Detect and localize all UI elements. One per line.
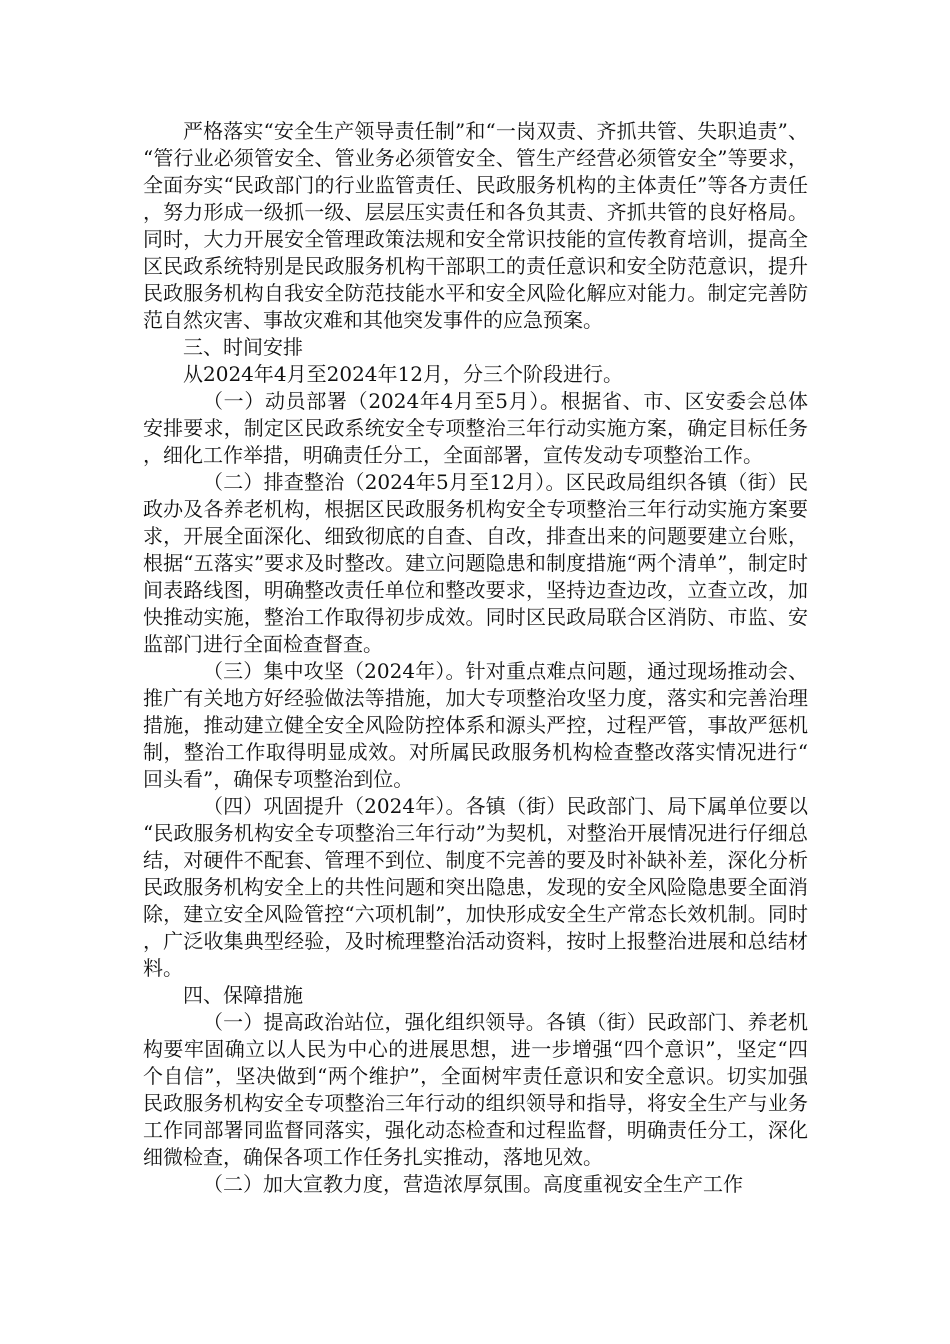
section-heading-schedule: 三、时间安排 <box>183 335 303 359</box>
paragraph-stage-inspection: （二）排查整治（2024年5月至12月）。区民政局组织各镇（街）民政办及各养老机构，根据区民政服务机构安全专项整治三年行动实施方案要求，开展全面深化、细致彻底的自查、自改，排查出来的问题要建立台账，根据“五落实”要求及时整改。建立问题隐患和制度措施“两个清单”，制定时间表路线图，明确整改责任单位和整改要求，坚持边查边改，立查立改，加快推动实施，整治工作取得初步成效。同时区民政局联合区消防、市监、安监部门进行全面检查督查。 <box>143 470 808 656</box>
paragraph-stage-consolidation: （四）巩固提升（2024年）。各镇（街）民政部门、局下属单位要以“民政服务机构安全专项整治三年行动”为契机，对整治开展情况进行仔细总结，对硬件不配套、管理不到位、制度不完善的要及时补缺补差，深化分析民政服务机构安全上的共性问题和突出隐患，发现的安全风险隐患要全面消除，建立安全风险管控“六项机制”，加快形成安全生产常态长效机制。同时，广泛收集典型经验，及时梳理整治活动资料，按时上报整治进展和总结材料。 <box>143 794 808 980</box>
paragraph-stage-mobilization: （一）动员部署（2024年4月至5月）。根据省、市、区安委会总体安排要求，制定区民政系统安全专项整治三年行动实施方案，确定目标任务，细化工作举措，明确责任分工，全面部署，宣传发动专项整治工作。 <box>143 389 808 467</box>
section-heading-safeguards: 四、保障措施 <box>183 983 303 1007</box>
paragraph-safeguard-leadership: （一）提高政治站位，强化组织领导。各镇（街）民政部门、养老机构要牢固确立以人民为中心的进展思想，进一步增强“四个意识”，坚定“四个自信”，坚决做到“两个维护”，全面树牢责任意识和安全意识。切实加强民政服务机构安全专项整治三年行动的组织领导和指导，将安全生产与业务工作同部署同监督同落实，强化动态检查和过程监督，明确责任分工，深化细微检查，确保各项工作任务扎实推动，落地见效。 <box>143 1010 808 1169</box>
paragraph-responsibility: 严格落实“安全生产领导责任制”和“一岗双责、齐抓共管、失职追责”、“管行业必须管安全、管业务必须管安全、管生产经营必须管安全”等要求，全面夯实“民政部门的行业监管责任、民政服务机构的主体责任”等各方责任，努力形成一级抓一级、层层压实责任和各负其责、齐抓共管的良好格局。同时，大力开展安全管理政策法规和安全常识技能的宣传教育培训，提高全区民政系统特别是民政服务机构干部职工的责任意识和安全防范意识，提升民政服务机构自我安全防范技能水平和安全风险化解应对能力。制定完善防范自然灾害、事故灾难和其他突发事件的应急预案。 <box>143 119 808 332</box>
paragraph-safeguard-publicity: （二）加大宣教力度，营造浓厚氛围。高度重视安全生产工作 <box>203 1172 743 1196</box>
paragraph-stage-concentrated-effort: （三）集中攻坚（2024年）。针对重点难点问题，通过现场推动会、推广有关地方好经验做法等措施，加大专项整治攻坚力度，落实和完善治理措施，推动建立健全安全风险防控体系和源头严控，过程严管，事故严惩机制，整治工作取得明显成效。对所属民政服务机构检查整改落实情况进行“回头看”，确保专项整治到位。 <box>143 659 808 791</box>
paragraph-schedule-overview: 从2024年4月至2024年12月，分三个阶段进行。 <box>183 362 623 386</box>
document-page <box>143 118 808 1198</box>
